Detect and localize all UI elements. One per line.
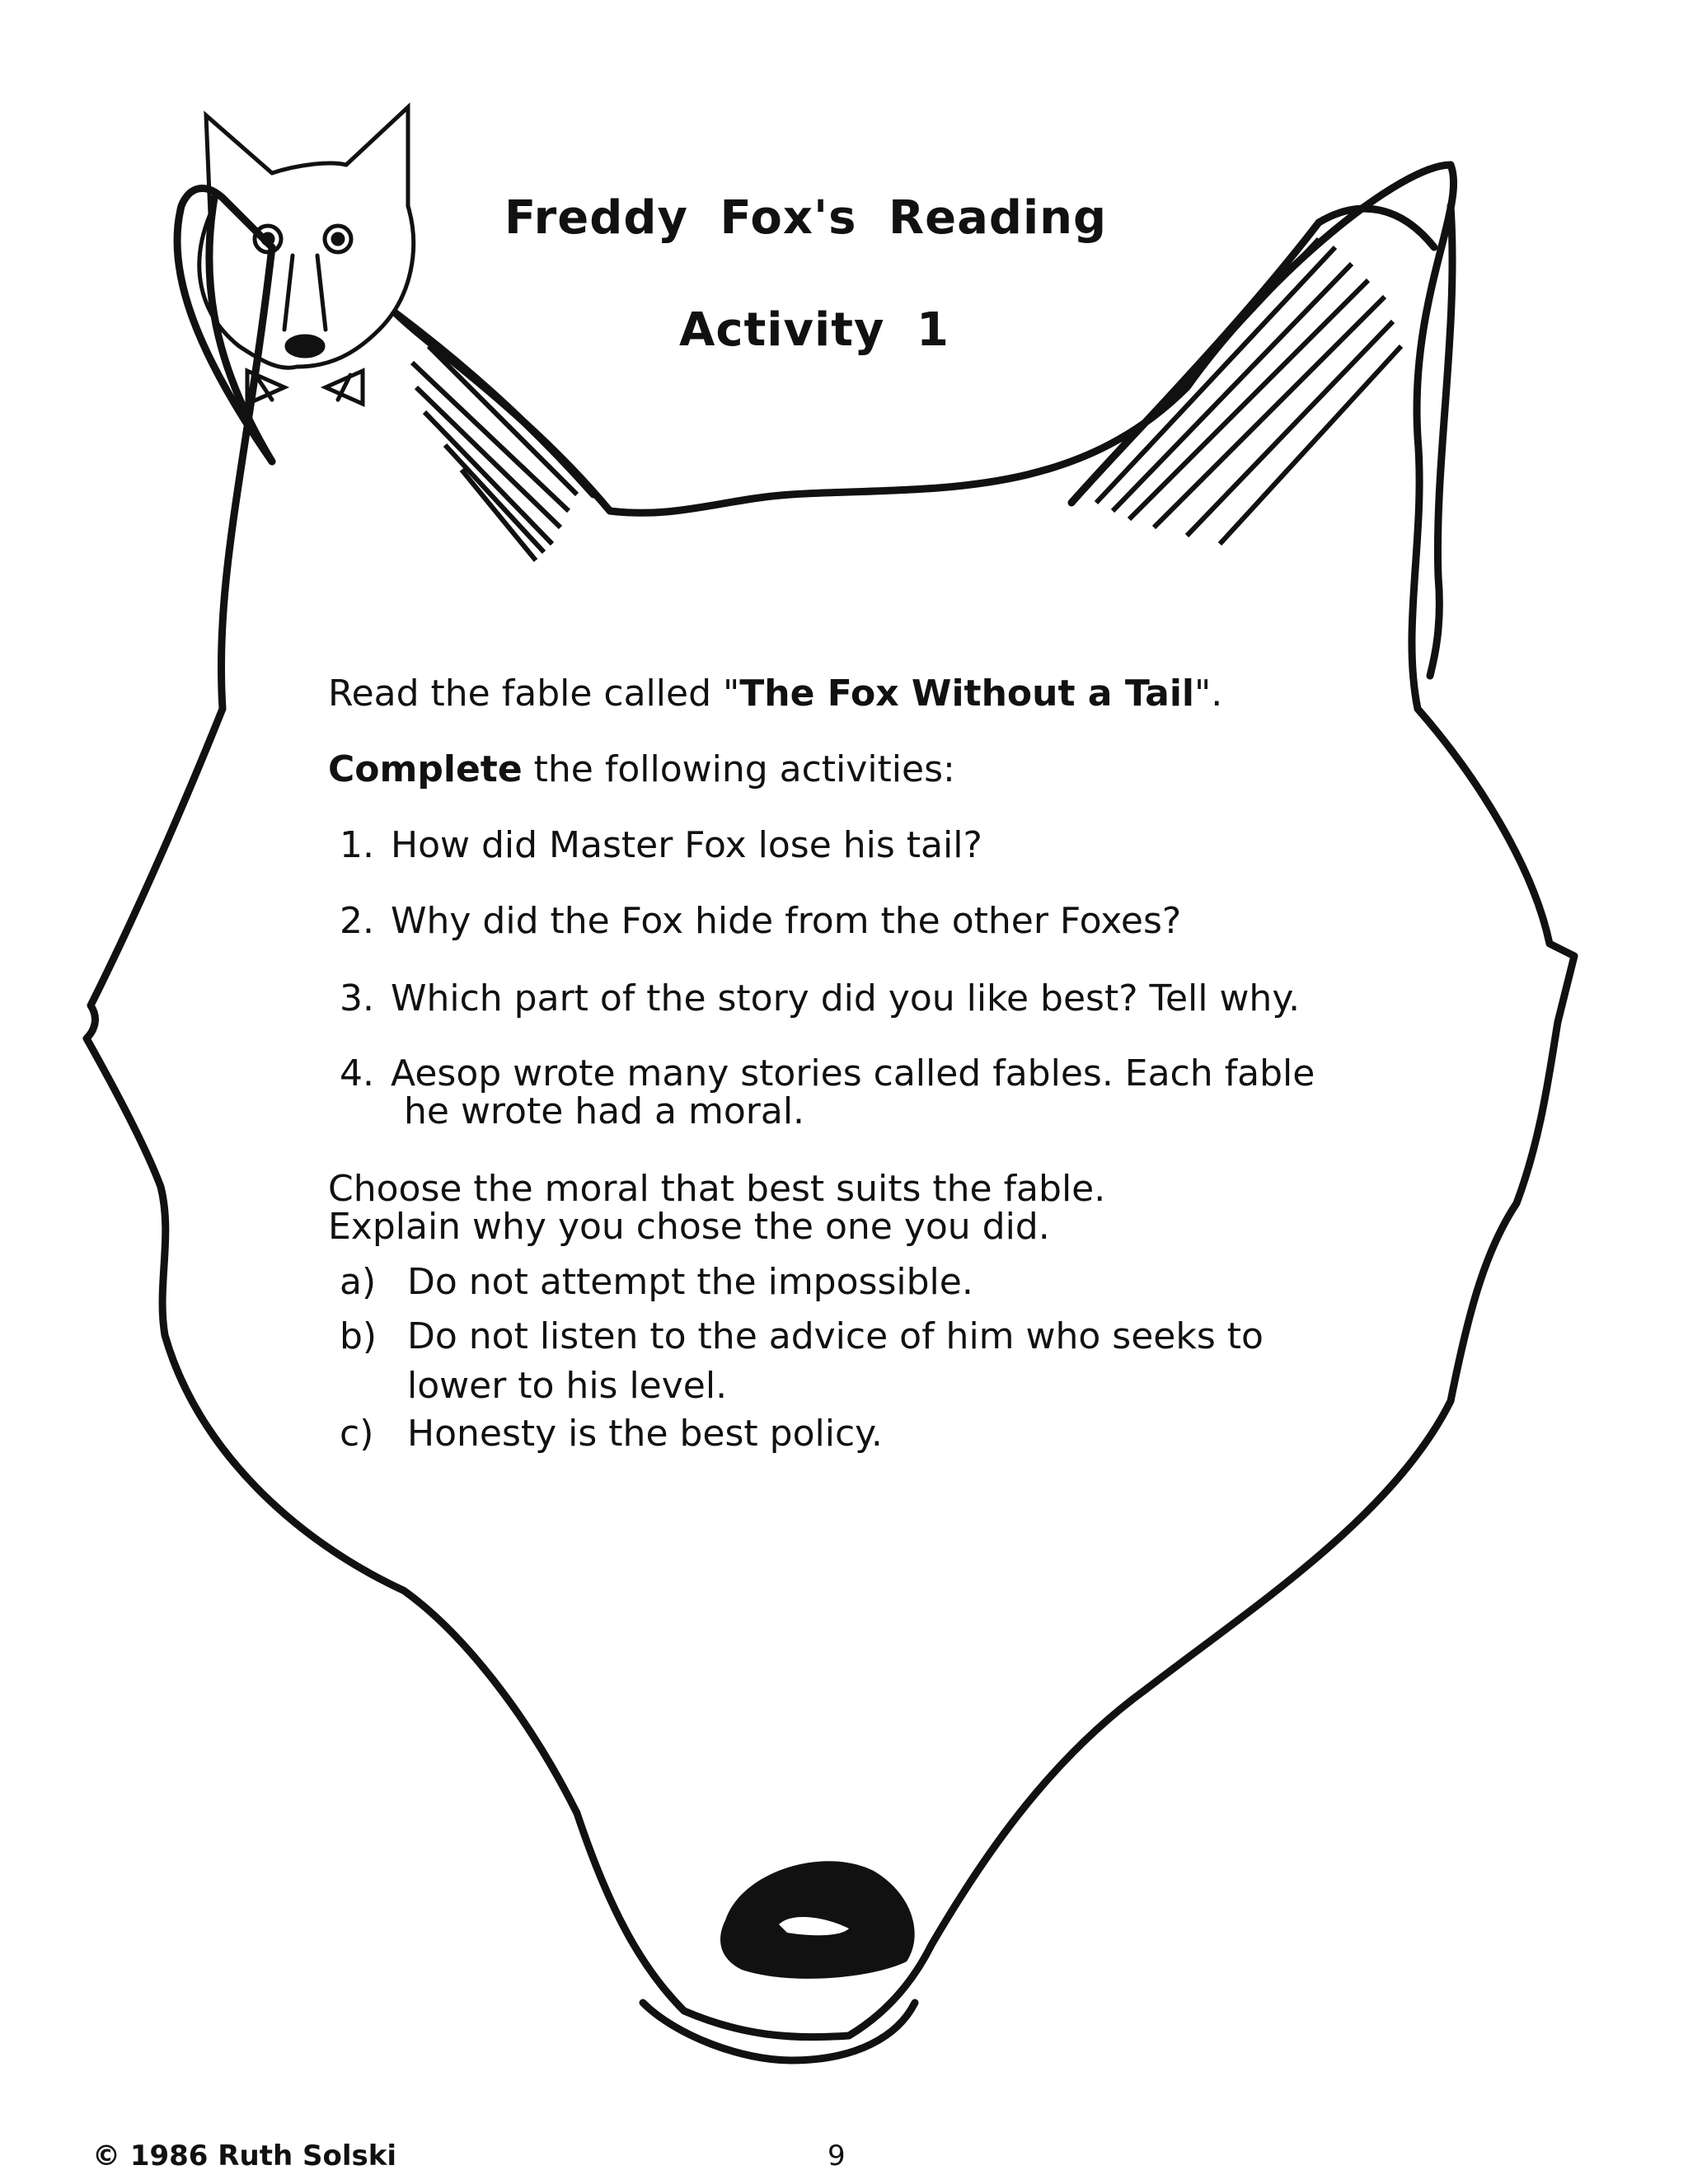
moral-prompt: Choose the moral that best suits the fable. Explain why you chose the one you did. [328,1168,1106,1248]
right-ear-outline [1071,209,1434,503]
question-1: 1. How did Master Fox lose his tail? [340,824,982,866]
copyright: © 1986 Ruth Solski [92,2139,396,2172]
intro-sentence: Read the fable called "The Fox Without a Tail". [328,673,1223,715]
page-title: Freddy Fox's Reading [504,191,1108,245]
question-4: 4. Aesop wrote many stories called fables. Each fable he wrote had a moral. [340,1052,1315,1132]
page-number: 9 [828,2139,846,2172]
moral-option-c: c) Honesty is the best policy. [340,1413,883,1455]
fable-title: The Fox Without a Tail [739,673,1195,715]
question-2: 2. Why did the Fox hide from the other Foxes? [340,900,1182,942]
moral-option-a: a) Do not attempt the impossible. [340,1261,973,1303]
mascot-fox-icon [199,107,414,404]
left-ear-outline [396,313,593,494]
activity-subtitle: Activity 1 [679,303,950,357]
question-3: 3. Which part of the story did you like best? Tell why. [340,977,1301,1019]
moral-option-b: b) Do not listen to the advice of him who seeks to lower to his level. [340,1315,1264,1407]
nose-icon [720,1861,915,1979]
instructions: Complete the following activities: [328,748,955,790]
